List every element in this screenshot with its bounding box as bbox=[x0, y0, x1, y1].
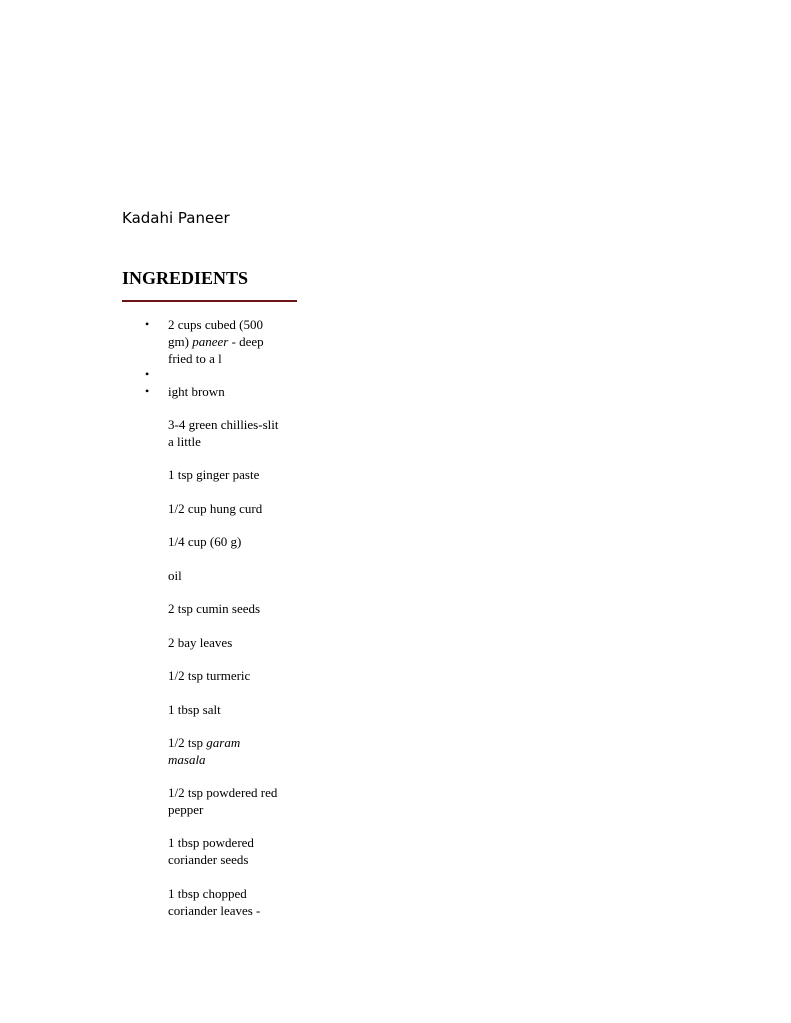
ingredient-paragraph bbox=[168, 567, 298, 584]
ingredient-italic-text: garam bbox=[206, 735, 241, 750]
ingredient-paragraph bbox=[168, 784, 298, 818]
ingredient-text: oil bbox=[168, 568, 182, 583]
ingredient-text: 1 tbsp salt bbox=[168, 702, 221, 717]
bulleted-ingredient bbox=[168, 383, 298, 400]
ingredient-text: pepper bbox=[168, 802, 204, 817]
ingredient-italic-text: masala bbox=[168, 752, 206, 767]
ingredient-paragraph bbox=[168, 667, 298, 684]
ingredient-line bbox=[168, 634, 298, 651]
ingredient-line bbox=[168, 466, 298, 483]
ingredient-line bbox=[168, 734, 298, 751]
ingredient-line bbox=[168, 851, 298, 868]
page-title: Kadahi Paneer bbox=[122, 209, 230, 227]
ingredient-line bbox=[168, 333, 298, 350]
ingredient-text: 2 cups cubed (500 bbox=[168, 317, 263, 332]
ingredient-italic-text: paneer bbox=[192, 334, 229, 349]
bulleted-ingredient bbox=[168, 316, 298, 367]
ingredient-line bbox=[168, 316, 298, 333]
ingredient-text: 2 bay leaves bbox=[168, 635, 233, 650]
ingredient-paragraph bbox=[168, 701, 298, 718]
ingredient-paragraph bbox=[168, 416, 298, 450]
ingredient-paragraph bbox=[168, 885, 298, 919]
ingredient-line bbox=[168, 801, 298, 818]
ingredient-line bbox=[168, 350, 298, 367]
ingredient-paragraph bbox=[168, 734, 298, 768]
ingredient-line bbox=[168, 416, 298, 433]
ingredient-text: 1/2 tsp powdered red bbox=[168, 785, 278, 800]
ingredient-line bbox=[168, 784, 298, 801]
ingredient-text: 1/2 tsp turmeric bbox=[168, 668, 251, 683]
ingredient-paragraph bbox=[168, 634, 298, 651]
ingredient-line bbox=[168, 500, 298, 517]
ingredient-text: 1 tbsp chopped bbox=[168, 886, 247, 901]
ingredient-text: 2 tsp cumin seeds bbox=[168, 601, 261, 616]
bullet-icon: • bbox=[145, 367, 150, 381]
ingredients-heading: INGREDIENTS bbox=[122, 268, 249, 288]
ingredient-paragraph bbox=[168, 500, 298, 517]
ingredient-paragraph bbox=[168, 466, 298, 483]
ingredient-text: coriander seeds bbox=[168, 852, 249, 867]
ingredient-line bbox=[168, 433, 298, 450]
ingredient-text: - deep bbox=[228, 334, 264, 349]
ingredient-text: 1/2 cup hung curd bbox=[168, 501, 263, 516]
ingredient-line bbox=[168, 667, 298, 684]
ingredient-text: 3-4 green chillies-slit bbox=[168, 417, 279, 432]
heading-rule bbox=[122, 300, 297, 302]
bullet-icon: • bbox=[145, 317, 150, 331]
ingredient-text: 1/4 cup (60 g) bbox=[168, 534, 242, 549]
ingredient-paragraph bbox=[168, 600, 298, 617]
ingredient-line bbox=[168, 366, 298, 383]
bulleted-ingredient bbox=[168, 366, 298, 383]
ingredient-paragraph bbox=[168, 834, 298, 868]
ingredient-paragraph bbox=[168, 533, 298, 550]
ingredient-line bbox=[168, 600, 298, 617]
ingredient-line bbox=[168, 383, 298, 400]
ingredient-line bbox=[168, 885, 298, 902]
ingredient-line bbox=[168, 567, 298, 584]
ingredient-text: fried to a l bbox=[168, 351, 222, 366]
ingredient-text: gm) bbox=[168, 334, 193, 349]
ingredient-text: 1/2 tsp bbox=[168, 735, 207, 750]
ingredient-line bbox=[168, 701, 298, 718]
ingredient-line bbox=[168, 902, 298, 919]
ingredient-text: ight brown bbox=[168, 384, 225, 399]
ingredient-line bbox=[168, 834, 298, 851]
bullet-icon: • bbox=[145, 384, 150, 398]
ingredient-text: coriander leaves - bbox=[168, 903, 261, 918]
ingredient-line bbox=[168, 751, 298, 768]
ingredient-text: 1 tsp ginger paste bbox=[168, 467, 260, 482]
ingredient-text: 1 tbsp powdered bbox=[168, 835, 254, 850]
ingredient-text: a little bbox=[168, 434, 201, 449]
ingredient-line bbox=[168, 533, 298, 550]
